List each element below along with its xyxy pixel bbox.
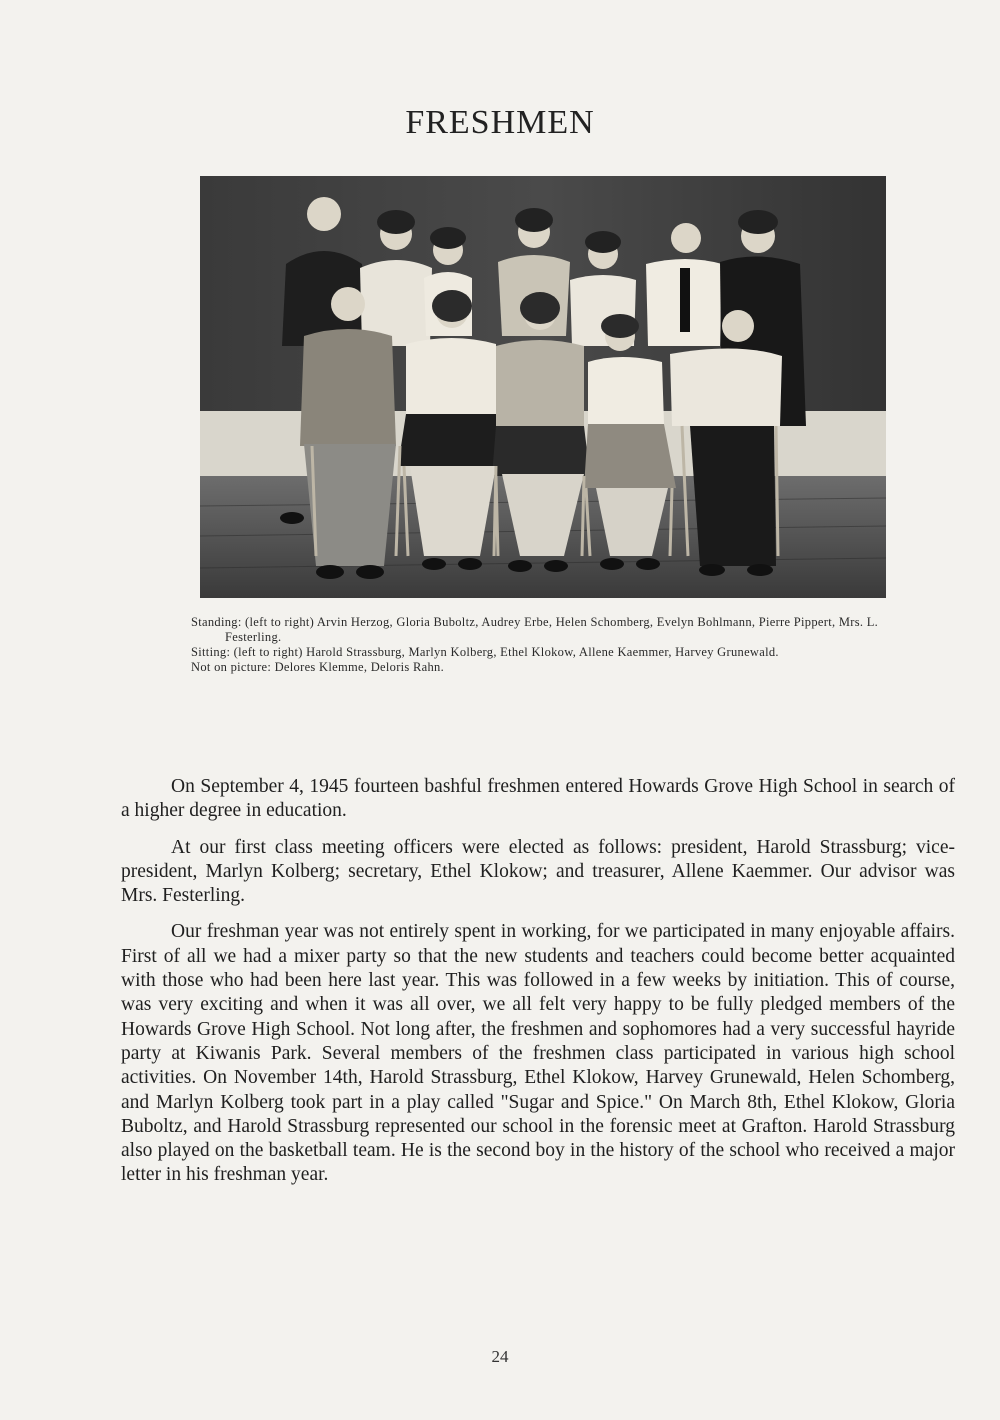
paragraph: On September 4, 1945 fourteen bashful freshmen entered Howards Grove High School in search of a higher degree in education. <box>121 776 955 822</box>
paragraph: At our first class meeting officers were elected as follows: president, Harold Strassburg; vice-president, Marlyn Kolberg; secretary, Ethel Klokow; and treasurer, Allene Kaemmer. Our advisor was Mrs. Festerling. <box>121 836 955 907</box>
caption-absent: Not on picture: Delores Klemme, Deloris Rahn. <box>191 660 445 674</box>
photo-caption <box>191 615 891 675</box>
article-body <box>121 775 955 1200</box>
caption-standing: Standing: (left to right) Arvin Herzog, Gloria Buboltz, Audrey Erbe, Helen Schomberg, Evelyn Bohlmann, Pierre Pippert, Mrs. L. Festerling. <box>191 615 879 644</box>
page-title: FRESHMEN <box>405 104 595 141</box>
caption-sitting: Sitting: (left to right) Harold Strassburg, Marlyn Kolberg, Ethel Klokow, Allene Kaemmer, Harvey Grunewald. <box>191 645 779 659</box>
paragraph: Our freshman year was not entirely spent in working, for we participated in many enjoyable affairs. First of all we had a mixer party so that the new students and teachers could become better acquainted with those who had been here last year. This was followed in a few weeks by initiation. This of course, was very exciting and when it was all over, we all felt very happy to be fully pledged members of the Howards Grove High School. Not long after, the freshmen and sophomores had a very successful hayride party at Kiwanis Park. Several members of the freshmen class participated in various high school activities. On November 14th, Harold Strassburg, Ethel Klokow, Harvey Grunewald, Helen Schomberg, and Marlyn Kolberg took part in a play called "Sugar and Spice." On March 8th, Ethel Klokow, Gloria Buboltz, and Harold Strassburg represented our school in the forensic meet at Grafton. Harold Strassburg also played on the basketball team. He is the second boy in the history of the school who received a major letter in his freshman year. <box>121 921 955 1186</box>
page-number: 24 <box>491 1347 509 1366</box>
class-photo <box>200 176 886 598</box>
